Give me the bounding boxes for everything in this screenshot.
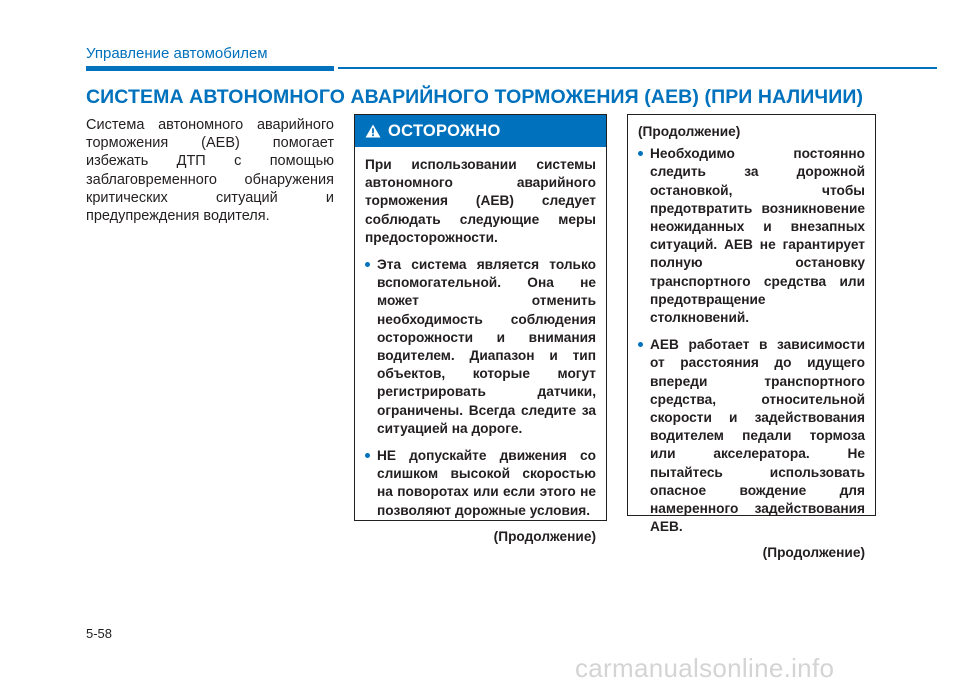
section-title: Управление автомобилем (86, 45, 268, 62)
warning-triangle-icon (365, 124, 381, 138)
page-title: СИСТЕМА АВТОНОМНОГО АВАРИЙНОГО ТОРМОЖЕНИЯ (AEB) (ПРИ НАЛИЧИИ) (86, 86, 864, 108)
watermark: carmanualsonline.info (575, 653, 835, 683)
bullet-dot (365, 262, 370, 267)
list-item-text: НЕ допускайте движения со слишком высокой скоростью на поворотах или если этого не позволяют дорожные условия. (377, 448, 596, 518)
list-item-text: Необходимо постоянно следить за дорожной остановкой, чтобы предотвратить возникновение неожиданных и внезапных ситуаций. AEB не гарантирует полную остановку транспортного средства или предотвращение столкновений. (650, 146, 865, 326)
continued-label: (Продолжение) (762, 545, 865, 561)
continued-top-label: (Продолжение) (638, 124, 741, 139)
continued-warning-box (627, 114, 876, 561)
page-number: 5-58 (86, 626, 113, 641)
bullet-dot (638, 151, 643, 156)
warning-box (354, 114, 607, 544)
warning-heading: ОСТОРОЖНО (388, 121, 501, 140)
bullet-dot (638, 342, 643, 347)
warning-paragraph: При использовании системы автономного аварийного торможения (AEB) следует соблюдать следующие меры предосторожности. (365, 157, 596, 245)
list-item-text: Эта система является только вспомогательной. Она не может отменить необходимость соблюдения осторожности и внимания водителем. Диапазон и тип объектов, которые могут регистрировать датчики, ограничены. Всегда следите за ситуацией на дороге. (377, 257, 596, 436)
list-item (365, 447, 596, 520)
header-rule-thick (86, 66, 334, 71)
list-item (365, 256, 596, 438)
list-item-text: AEB работает в зависимости от расстояния до идущего впереди транспортного средства, относительной скорости и задействования водителем педали тормоза или акселератора. Не пытайтесь использовать опасное вождение для намеренного задействования AEB. (650, 337, 865, 535)
header-rule-thin (338, 67, 937, 69)
list-item (638, 336, 865, 536)
intro-paragraph: Система автономного аварийного торможения (AEB) помогает избежать ДТП с помощью заблаговременного обнаружения критических ситуаций и предупреждения водителя. (86, 117, 334, 225)
continued-label: (Продолжение) (493, 528, 596, 544)
warning-header (355, 115, 606, 147)
bullet-dot (365, 453, 370, 458)
list-item (638, 145, 865, 327)
